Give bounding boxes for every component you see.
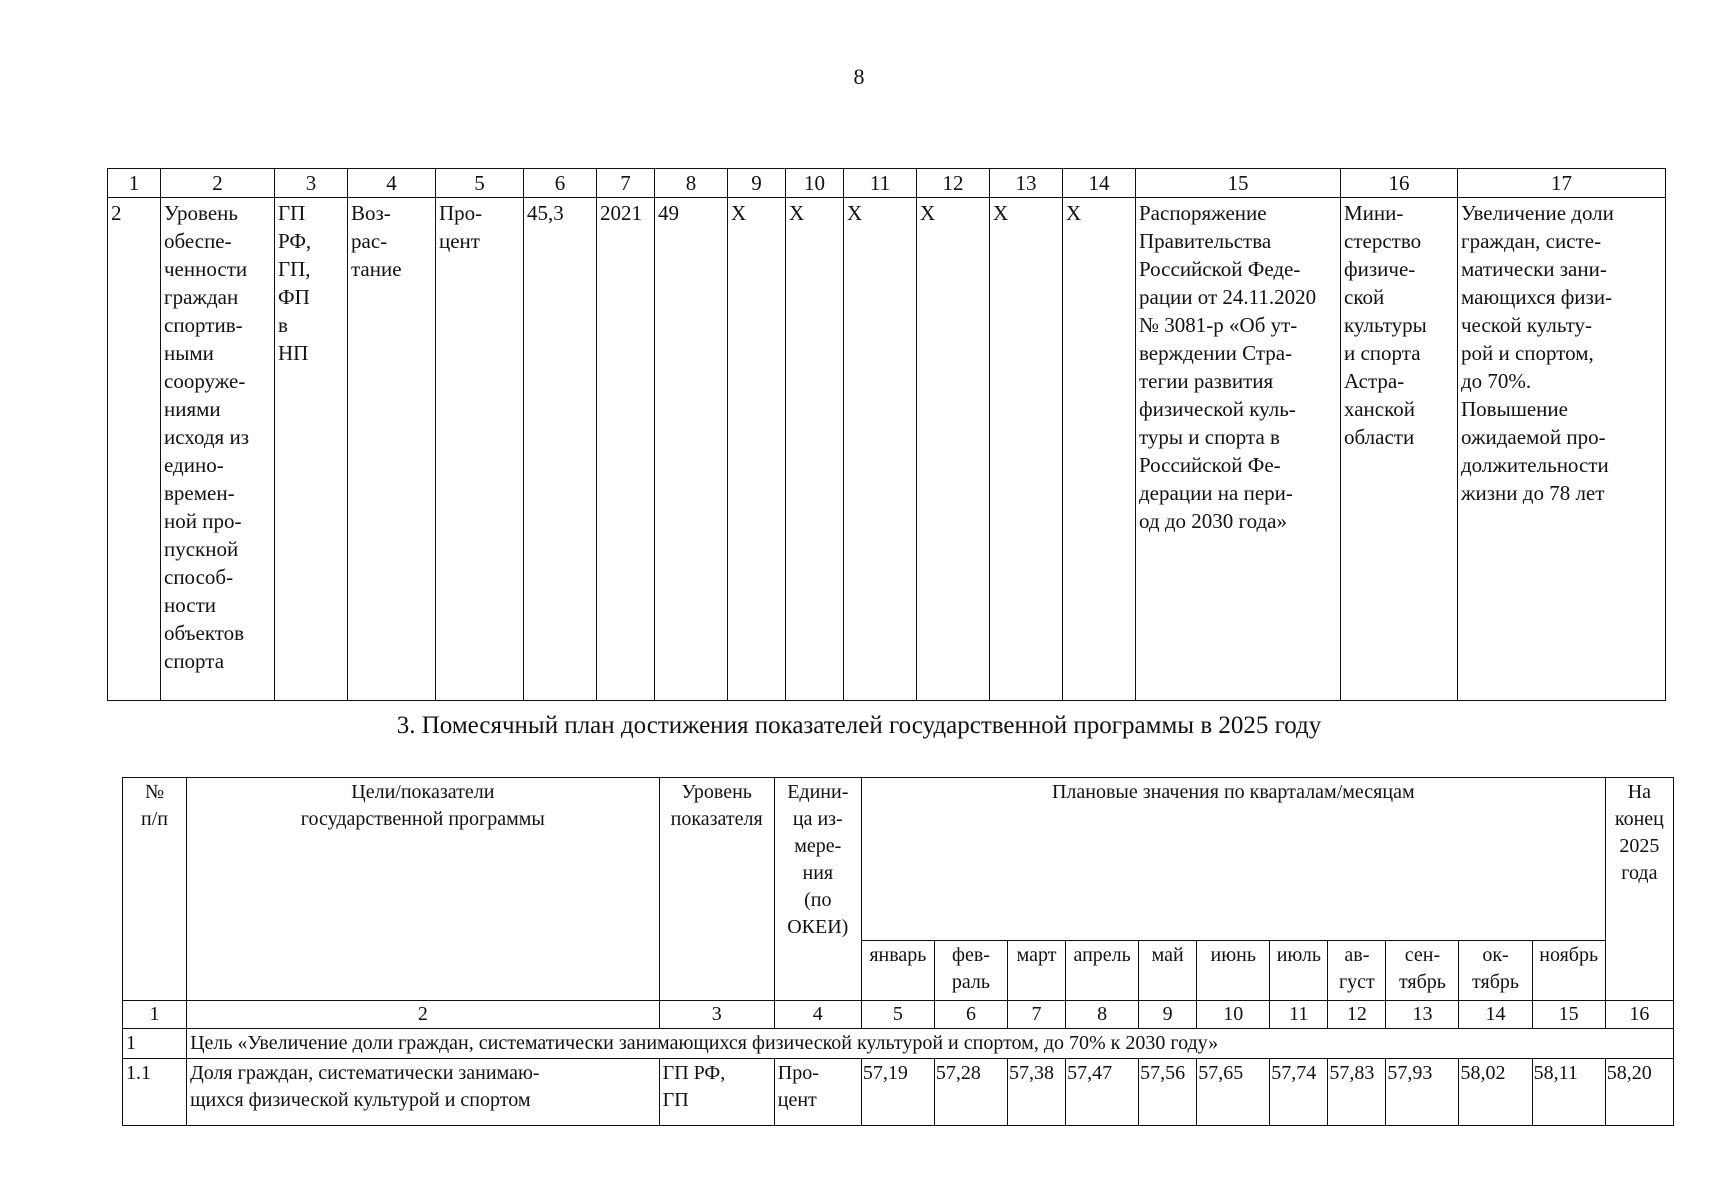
monthly-plan-table: [122, 777, 1674, 1126]
section-title: 3. Помесячный план достижения показателей государственной программы в 2025 году: [396, 712, 1322, 739]
col-number: 5: [861, 1001, 934, 1029]
month-value: 57,74: [1270, 1059, 1328, 1126]
value-cell: Х: [1063, 198, 1136, 701]
col-header: 7: [597, 169, 655, 198]
month-value: 57,28: [934, 1059, 1007, 1126]
col-header: 8: [655, 169, 728, 198]
goal-text: Цель «Увеличение доли граждан, систематически занимающихся физической культурой и спортом, до 70% к 2030 году»: [187, 1029, 1674, 1059]
row-number: 2: [108, 198, 161, 701]
month-value: 58,02: [1459, 1059, 1532, 1126]
col-number: 2: [187, 1001, 660, 1029]
indicator-table: [107, 168, 1666, 701]
end-value: 58,20: [1605, 1059, 1673, 1126]
col-header-planned: Плановые значения по кварталам/месяцам: [861, 778, 1605, 941]
table-row: [123, 1059, 1674, 1126]
col-header: 17: [1458, 169, 1666, 198]
col-header: 13: [990, 169, 1063, 198]
col-number: 8: [1066, 1001, 1139, 1029]
col-header: 5: [436, 169, 524, 198]
col-header: 9: [728, 169, 786, 198]
header-row: [123, 778, 1674, 941]
column-number-row: [108, 169, 1666, 198]
value-cell: Х: [786, 198, 844, 701]
responsible-body: Мини- стерство физиче- ской культуры и спорта Астра- ханской области: [1341, 198, 1458, 701]
month-header: март: [1008, 941, 1066, 1001]
col-header-goals: Цели/показатели государственной программы: [187, 778, 660, 1001]
col-number: 7: [1008, 1001, 1066, 1029]
unit: Про- цент: [774, 1059, 861, 1126]
month-value: 57,19: [861, 1059, 934, 1126]
col-number: 9: [1139, 1001, 1197, 1029]
col-number: 16: [1605, 1001, 1673, 1029]
value-cell: Х: [917, 198, 990, 701]
month-value: 57,93: [1386, 1059, 1459, 1126]
document-reference: Распоряжение Правительства Российской Феде- рации от 24.11.2020 № 3081-р «Об ут- верждении Стра- тегии развития физической куль- туры и спорта в Российской Фе- дерации на пери- од до 2030 года»: [1136, 198, 1341, 701]
page-number: 8: [853, 64, 865, 89]
month-header: ав- густ: [1328, 941, 1386, 1001]
col-number: 3: [659, 1001, 774, 1029]
goal-number: 1: [123, 1029, 187, 1059]
indicator-name: Уровень обеспе- ченности граждан спортив- ными сооруже- ниями исходя из едино- времен- ной про- пускной способ- ности объектов спорта: [161, 198, 275, 701]
base-year: 2021: [597, 198, 655, 701]
col-header-unit: Едини- ца из- мере- ния (по ОКЕИ): [774, 778, 861, 1001]
col-number: 15: [1532, 1001, 1605, 1029]
month-header: май: [1139, 941, 1197, 1001]
col-number: 6: [934, 1001, 1007, 1029]
col-header-end: На конец 2025 года: [1605, 778, 1673, 1001]
value-cell: Х: [990, 198, 1063, 701]
goal-row: [123, 1029, 1674, 1059]
col-header: 10: [786, 169, 844, 198]
month-header: сен- тябрь: [1386, 941, 1459, 1001]
month-header: январь: [861, 941, 934, 1001]
col-number: 4: [774, 1001, 861, 1029]
col-number: 12: [1328, 1001, 1386, 1029]
table-row: [108, 198, 1666, 701]
goal-description: Увеличение доли граждан, систе- матически зани- мающихся физи- ческой культу- рой и спортом, до 70%. Повышение ожидаемой про- должительности жизни до 78 лет: [1458, 198, 1666, 701]
col-header: 4: [348, 169, 436, 198]
col-header: 1: [108, 169, 161, 198]
col-header-level: Уровень показателя: [659, 778, 774, 1001]
month-header: апрель: [1066, 941, 1139, 1001]
month-value: 57,65: [1197, 1059, 1270, 1126]
col-header: 16: [1341, 169, 1458, 198]
month-value: 57,56: [1139, 1059, 1197, 1126]
value-cell: Х: [728, 198, 786, 701]
col-header-num: № п/п: [123, 778, 187, 1001]
base-value: 45,3: [524, 198, 597, 701]
month-header: июнь: [1197, 941, 1270, 1001]
value-cell: Х: [844, 198, 917, 701]
row-number: 1.1: [123, 1059, 187, 1126]
indicator-name: Доля граждан, систематически занимаю- щихся физической культурой и спортом: [187, 1059, 660, 1126]
col-number: 10: [1197, 1001, 1270, 1029]
col-header: 3: [275, 169, 348, 198]
month-value: 57,83: [1328, 1059, 1386, 1126]
col-number: 1: [123, 1001, 187, 1029]
col-header: 6: [524, 169, 597, 198]
month-value: 58,11: [1532, 1059, 1605, 1126]
month-value: 57,47: [1066, 1059, 1139, 1126]
indicator-level: ГП РФ, ГП, ФП в НП: [275, 198, 348, 701]
month-value: 57,38: [1008, 1059, 1066, 1126]
col-number: 14: [1459, 1001, 1532, 1029]
value-cell: 49: [655, 198, 728, 701]
col-header: 2: [161, 169, 275, 198]
month-header: ок- тябрь: [1459, 941, 1532, 1001]
growth-attribute: Воз- рас- тание: [348, 198, 436, 701]
month-header: ноябрь: [1532, 941, 1605, 1001]
col-header: 11: [844, 169, 917, 198]
col-header: 15: [1136, 169, 1341, 198]
col-number: 11: [1270, 1001, 1328, 1029]
unit: Про- цент: [436, 198, 524, 701]
month-header: июль: [1270, 941, 1328, 1001]
indicator-level: ГП РФ, ГП: [659, 1059, 774, 1126]
col-number: 13: [1386, 1001, 1459, 1029]
col-header: 12: [917, 169, 990, 198]
col-header: 14: [1063, 169, 1136, 198]
column-number-row: [123, 1001, 1674, 1029]
month-header: фев- раль: [934, 941, 1007, 1001]
